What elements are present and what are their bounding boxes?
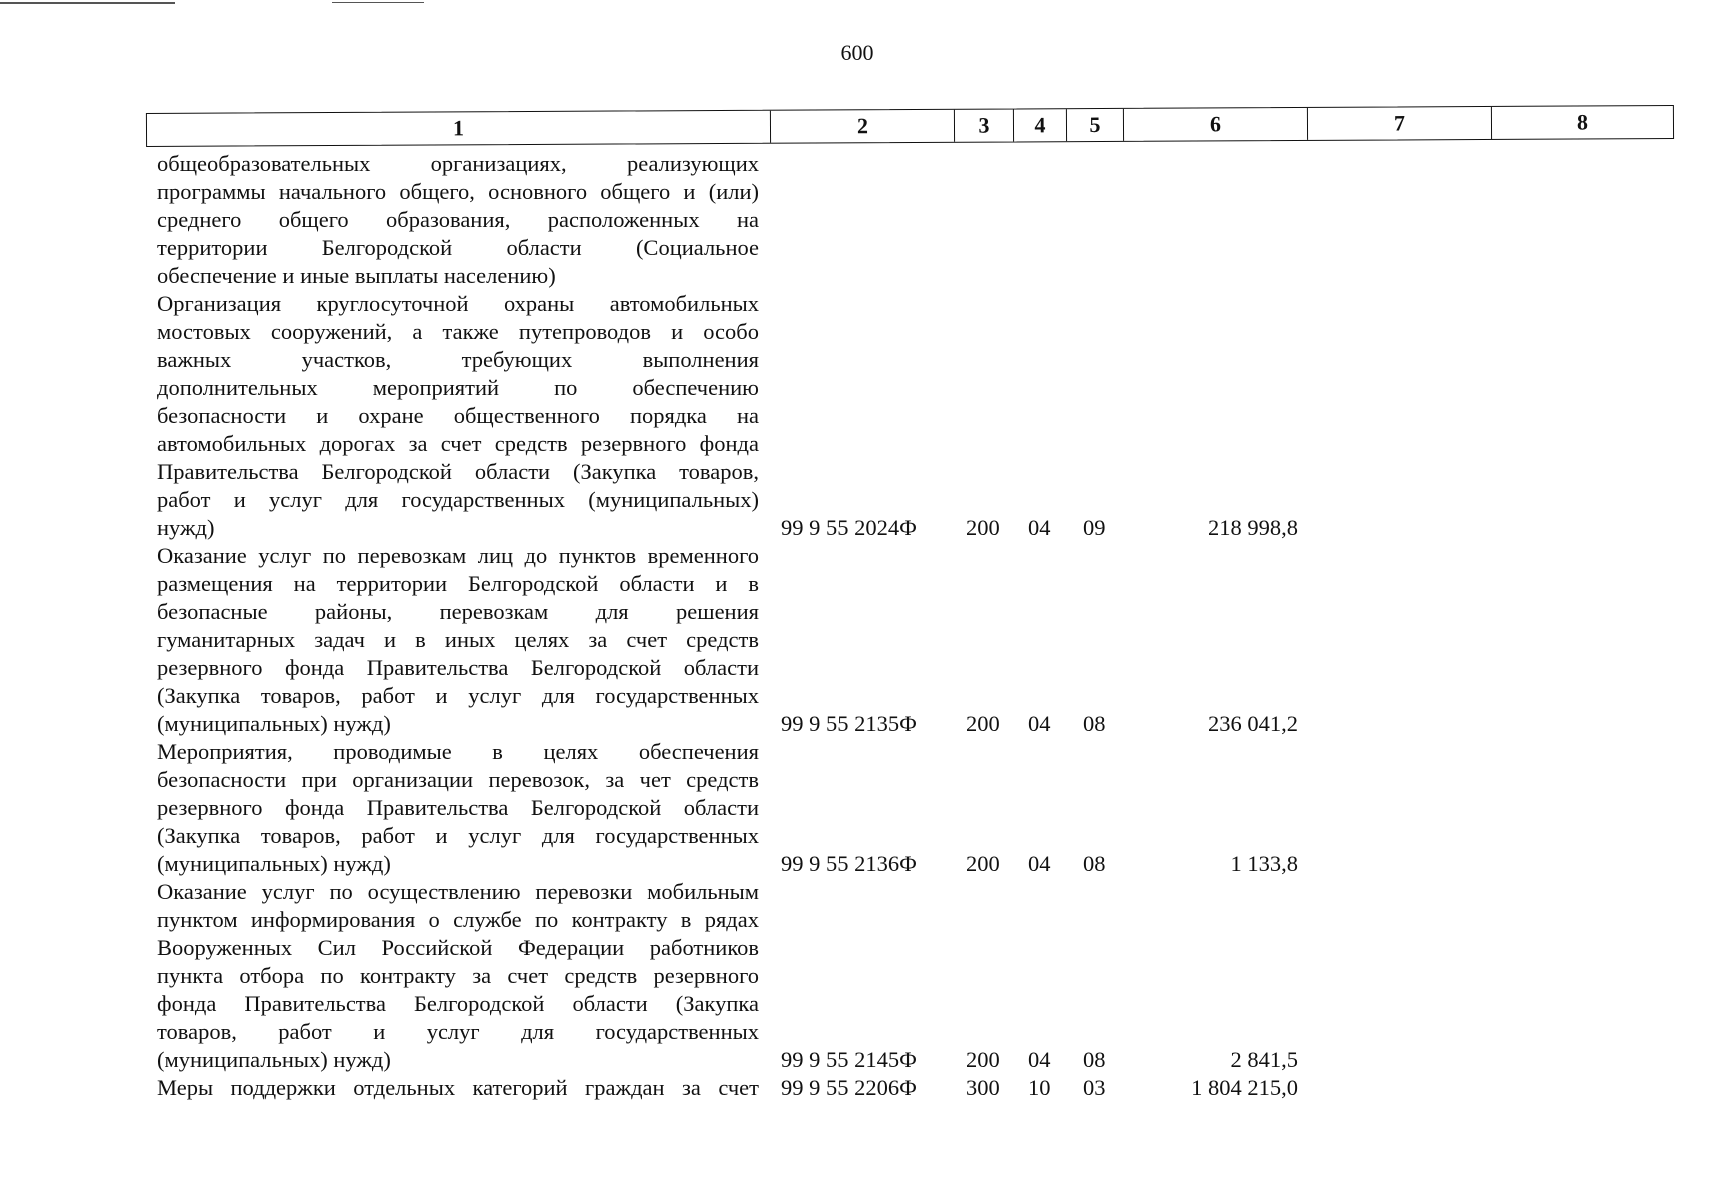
description-line: фонда Правительства Белгородской области (Закупка — [157, 991, 759, 1016]
header-cell: 8 — [1576, 109, 1589, 135]
subsection-cell: 03 — [1083, 1075, 1106, 1100]
row-values — [0, 710, 1714, 738]
budget-code-cell: 99 9 55 2024Ф — [781, 515, 917, 540]
header-cell: 5 — [1067, 109, 1124, 141]
table-row — [0, 542, 1714, 738]
amount-cell: 1 804 215,0 — [1191, 1075, 1298, 1100]
expense-type-cell: 200 — [966, 515, 1000, 540]
expense-type-cell: 200 — [966, 711, 1000, 736]
row-values — [0, 514, 1714, 542]
row-description — [157, 878, 759, 1074]
description-line: Оказание услуг по перевозкам лиц до пунктов временного — [157, 543, 759, 568]
row-description — [157, 290, 759, 542]
expense-type-cell: 200 — [966, 1047, 1000, 1072]
budget-code-cell: 99 9 55 2136Ф — [781, 851, 917, 876]
table-body — [0, 150, 1714, 1102]
description-line: (муниципальных) нужд) — [157, 851, 391, 876]
scan-edge-mark — [332, 2, 424, 3]
description-line: мостовых сооружений, а также путепроводов и особо — [157, 319, 759, 344]
row-values — [0, 1074, 1714, 1102]
description-line: Правительства Белгородской области (Закупка товаров, — [157, 459, 759, 484]
description-line: важных участков, требующих выполнения — [157, 347, 759, 372]
header-cell: 2 — [771, 110, 955, 143]
description-line: (Закупка товаров, работ и услуг для государственных — [157, 823, 759, 848]
section-cell: 10 — [1028, 1075, 1051, 1100]
description-line: Мероприятия, проводимые в целях обеспечения — [157, 739, 759, 764]
description-line: Вооруженных Сил Российской Федерации работников — [157, 935, 759, 960]
amount-cell: 236 041,2 — [1208, 711, 1298, 736]
header-cell: 1 — [147, 111, 771, 146]
description-line: работ и услуг для государственных (муниципальных) — [157, 487, 759, 512]
description-line: (Закупка товаров, работ и услуг для государственных — [157, 683, 759, 708]
description-line: гуманитарных задач и в иных целях за счет средств — [157, 627, 759, 652]
header-cell: 7 — [1308, 107, 1492, 140]
budget-code-cell: 99 9 55 2145Ф — [781, 1047, 917, 1072]
description-line: Оказание услуг по осуществлению перевозки мобильным — [157, 879, 759, 904]
subsection-cell: 09 — [1083, 515, 1106, 540]
subsection-cell: 08 — [1083, 851, 1106, 876]
budget-code-cell: 99 9 55 2206Ф — [781, 1075, 917, 1100]
description-line: нужд) — [157, 515, 215, 540]
table-row — [0, 150, 1714, 290]
description-line: автомобильных дорогах за счет средств резервного фонда — [157, 431, 759, 456]
description-line: среднего общего образования, расположенных на — [157, 207, 759, 232]
section-cell: 04 — [1028, 711, 1051, 736]
page-number: 600 — [840, 40, 874, 65]
table-header-row — [146, 105, 1674, 147]
table-row — [0, 290, 1714, 542]
description-line: резервного фонда Правительства Белгородской области — [157, 655, 759, 680]
header-cell: 4 — [1014, 109, 1067, 141]
scan-edge-mark — [0, 2, 175, 4]
row-values — [0, 262, 1714, 290]
description-line: (муниципальных) нужд) — [157, 1047, 391, 1072]
section-cell: 04 — [1028, 515, 1051, 540]
description-line: территории Белгородской области (Социальное — [157, 235, 759, 260]
table-row — [0, 738, 1714, 878]
description-line: общеобразовательных организациях, реализующих — [157, 151, 759, 176]
description-line: обеспечение и иные выплаты населению) — [157, 263, 556, 288]
header-cell: 3 — [955, 109, 1014, 141]
description-line: размещения на территории Белгородской области и в — [157, 571, 759, 596]
description-line: пунктом информирования о службе по контракту в рядах — [157, 907, 759, 932]
section-cell: 04 — [1028, 851, 1051, 876]
table-row — [0, 878, 1714, 1074]
row-values — [0, 850, 1714, 878]
subsection-cell: 08 — [1083, 711, 1106, 736]
description-line: товаров, работ и услуг для государственных — [157, 1019, 759, 1044]
header-cell: 6 — [1124, 108, 1308, 141]
amount-cell: 218 998,8 — [1208, 515, 1298, 540]
description-line: безопасности и охране общественного порядка на — [157, 403, 759, 428]
amount-cell: 1 133,8 — [1230, 851, 1298, 876]
description-line: пункта отбора по контракту за счет средств резервного — [157, 963, 759, 988]
row-values — [0, 1046, 1714, 1074]
table-row — [0, 1074, 1714, 1102]
budget-code-cell: 99 9 55 2135Ф — [781, 711, 917, 736]
description-line: Организация круглосуточной охраны автомобильных — [157, 291, 759, 316]
row-description — [157, 542, 759, 738]
description-line: программы начального общего, основного общего и (или) — [157, 179, 759, 204]
expense-type-cell: 200 — [966, 851, 1000, 876]
description-line: Меры поддержки отдельных категорий граждан за счет — [157, 1075, 759, 1100]
description-line: (муниципальных) нужд) — [157, 711, 391, 736]
expense-type-cell: 300 — [966, 1075, 1000, 1100]
description-line: резервного фонда Правительства Белгородской области — [157, 795, 759, 820]
amount-cell: 2 841,5 — [1230, 1047, 1298, 1072]
description-line: дополнительных мероприятий по обеспечению — [157, 375, 759, 400]
subsection-cell: 08 — [1083, 1047, 1106, 1072]
description-line: безопасности при организации перевозок, за чет средств — [157, 767, 759, 792]
section-cell: 04 — [1028, 1047, 1051, 1072]
description-line: безопасные районы, перевозкам для решения — [157, 599, 759, 624]
